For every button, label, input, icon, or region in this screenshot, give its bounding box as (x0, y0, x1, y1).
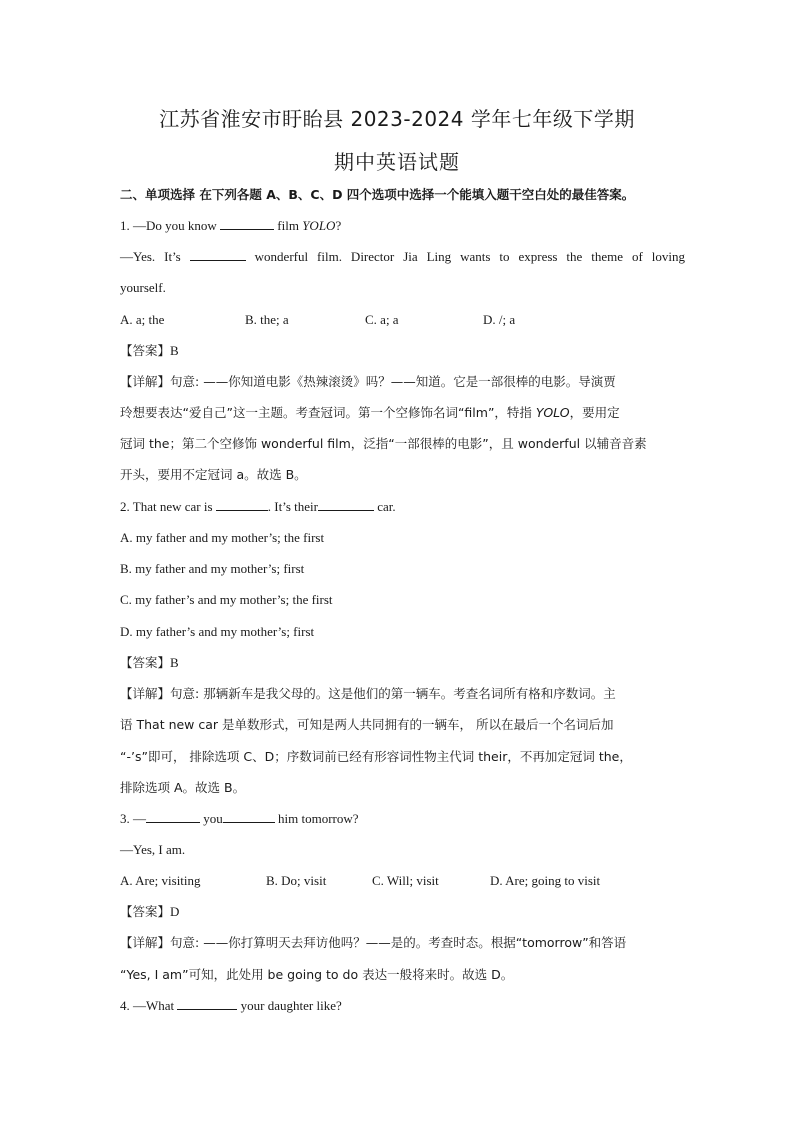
q3-explain-line1: 【详解】句意: ——你打算明天去拜访他吗？——是的。考查时态。根据“tomorrow”和答语 (120, 935, 627, 950)
answer-blank (146, 810, 200, 823)
document-subtitle: 期中英语试题 (334, 150, 460, 174)
q2-option-b: B. my father and my mother’s; first (120, 561, 305, 576)
q3-answer: 【答案】D (120, 904, 180, 919)
q3-stem: 3. — you him tomorrow? (120, 811, 359, 826)
answer-blank (223, 810, 275, 823)
option-a: A. a; the (120, 312, 165, 327)
answer-blank (216, 498, 268, 511)
q3-response: —Yes, I am. (120, 842, 186, 857)
q1-answer: 【答案】B (120, 343, 179, 358)
option-b: B. Do; visit (266, 873, 327, 888)
answer-blank (190, 248, 246, 261)
q2-explain-line3: “-’s”即可， 排除选项 C、D；序数词前已经有形容词性物主代词 their，不再加定冠词 the， (120, 749, 632, 764)
option-d: D. /; a (483, 312, 516, 327)
q2-option-a: A. my father and my mother’s; the first (120, 530, 325, 545)
q1-response: —Yes. It’s wonderful film. Director Jia Ling wants to express the theme of loving (120, 249, 685, 264)
q2-explain-line1: 【详解】句意: 那辆新车是我父母的。这是他们的第一辆车。考查名词所有格和序数词。主 (120, 686, 616, 701)
answer-blank (220, 217, 274, 230)
answer-blank (318, 498, 374, 511)
option-b: B. the; a (245, 312, 289, 327)
q2-option-d: D. my father’s and my mother’s; first (120, 624, 315, 639)
q4-stem: 4. —What your daughter like? (120, 998, 342, 1013)
q1-explain-line2: 玲想要表达“爱自己”这一主题。考查冠词。第一个空修饰名词“film”，特指 YOLO，要用定 (120, 405, 620, 420)
option-d: D. Are; going to visit (490, 873, 601, 888)
answer-blank (177, 997, 237, 1010)
q3-explain-line2: “Yes, I am”可知，此处用 be going to do 表达一般将来时。故选 D。 (120, 967, 514, 982)
option-c: C. a; a (365, 312, 399, 327)
q2-explain-line2: 语 That new car 是单数形式，可知是两人共同拥有的一辆车， 所以在最后一个名词后加 (120, 717, 614, 732)
q2-stem: 2. That new car is . It’s their car. (120, 499, 396, 514)
option-c: C. Will; visit (372, 873, 439, 888)
q1-explain-line3: 冠词 the；第二个空修饰 wonderful film，泛指“一部很棒的电影”，且 wonderful 以辅音音素 (120, 436, 647, 451)
q1-response-cont: yourself. (120, 280, 166, 295)
q2-option-c: C. my father’s and my mother’s; the first (120, 592, 333, 607)
q1-explain-line4: 开头，要用不定冠词 a。故选 B。 (120, 467, 307, 482)
option-a: A. Are; visiting (120, 873, 201, 888)
q2-explain-line4: 排除选项 A。故选 B。 (120, 780, 246, 795)
q1-stem: 1. —Do you know film YOLO? (120, 218, 342, 233)
section-heading: 二、单项选择 在下列各题 A、B、C、D 四个选项中选择一个能填入题干空白处的最佳答案。 (120, 187, 635, 202)
q2-answer: 【答案】B (120, 655, 179, 670)
document-title: 江苏省淮安市盱眙县 2023-2024 学年七年级下学期 (159, 107, 635, 131)
q1-explain-line1: 【详解】句意: ——你知道电影《热辣滚烫》吗？——知道。它是一部很棒的电影。导演贾 (120, 374, 616, 389)
